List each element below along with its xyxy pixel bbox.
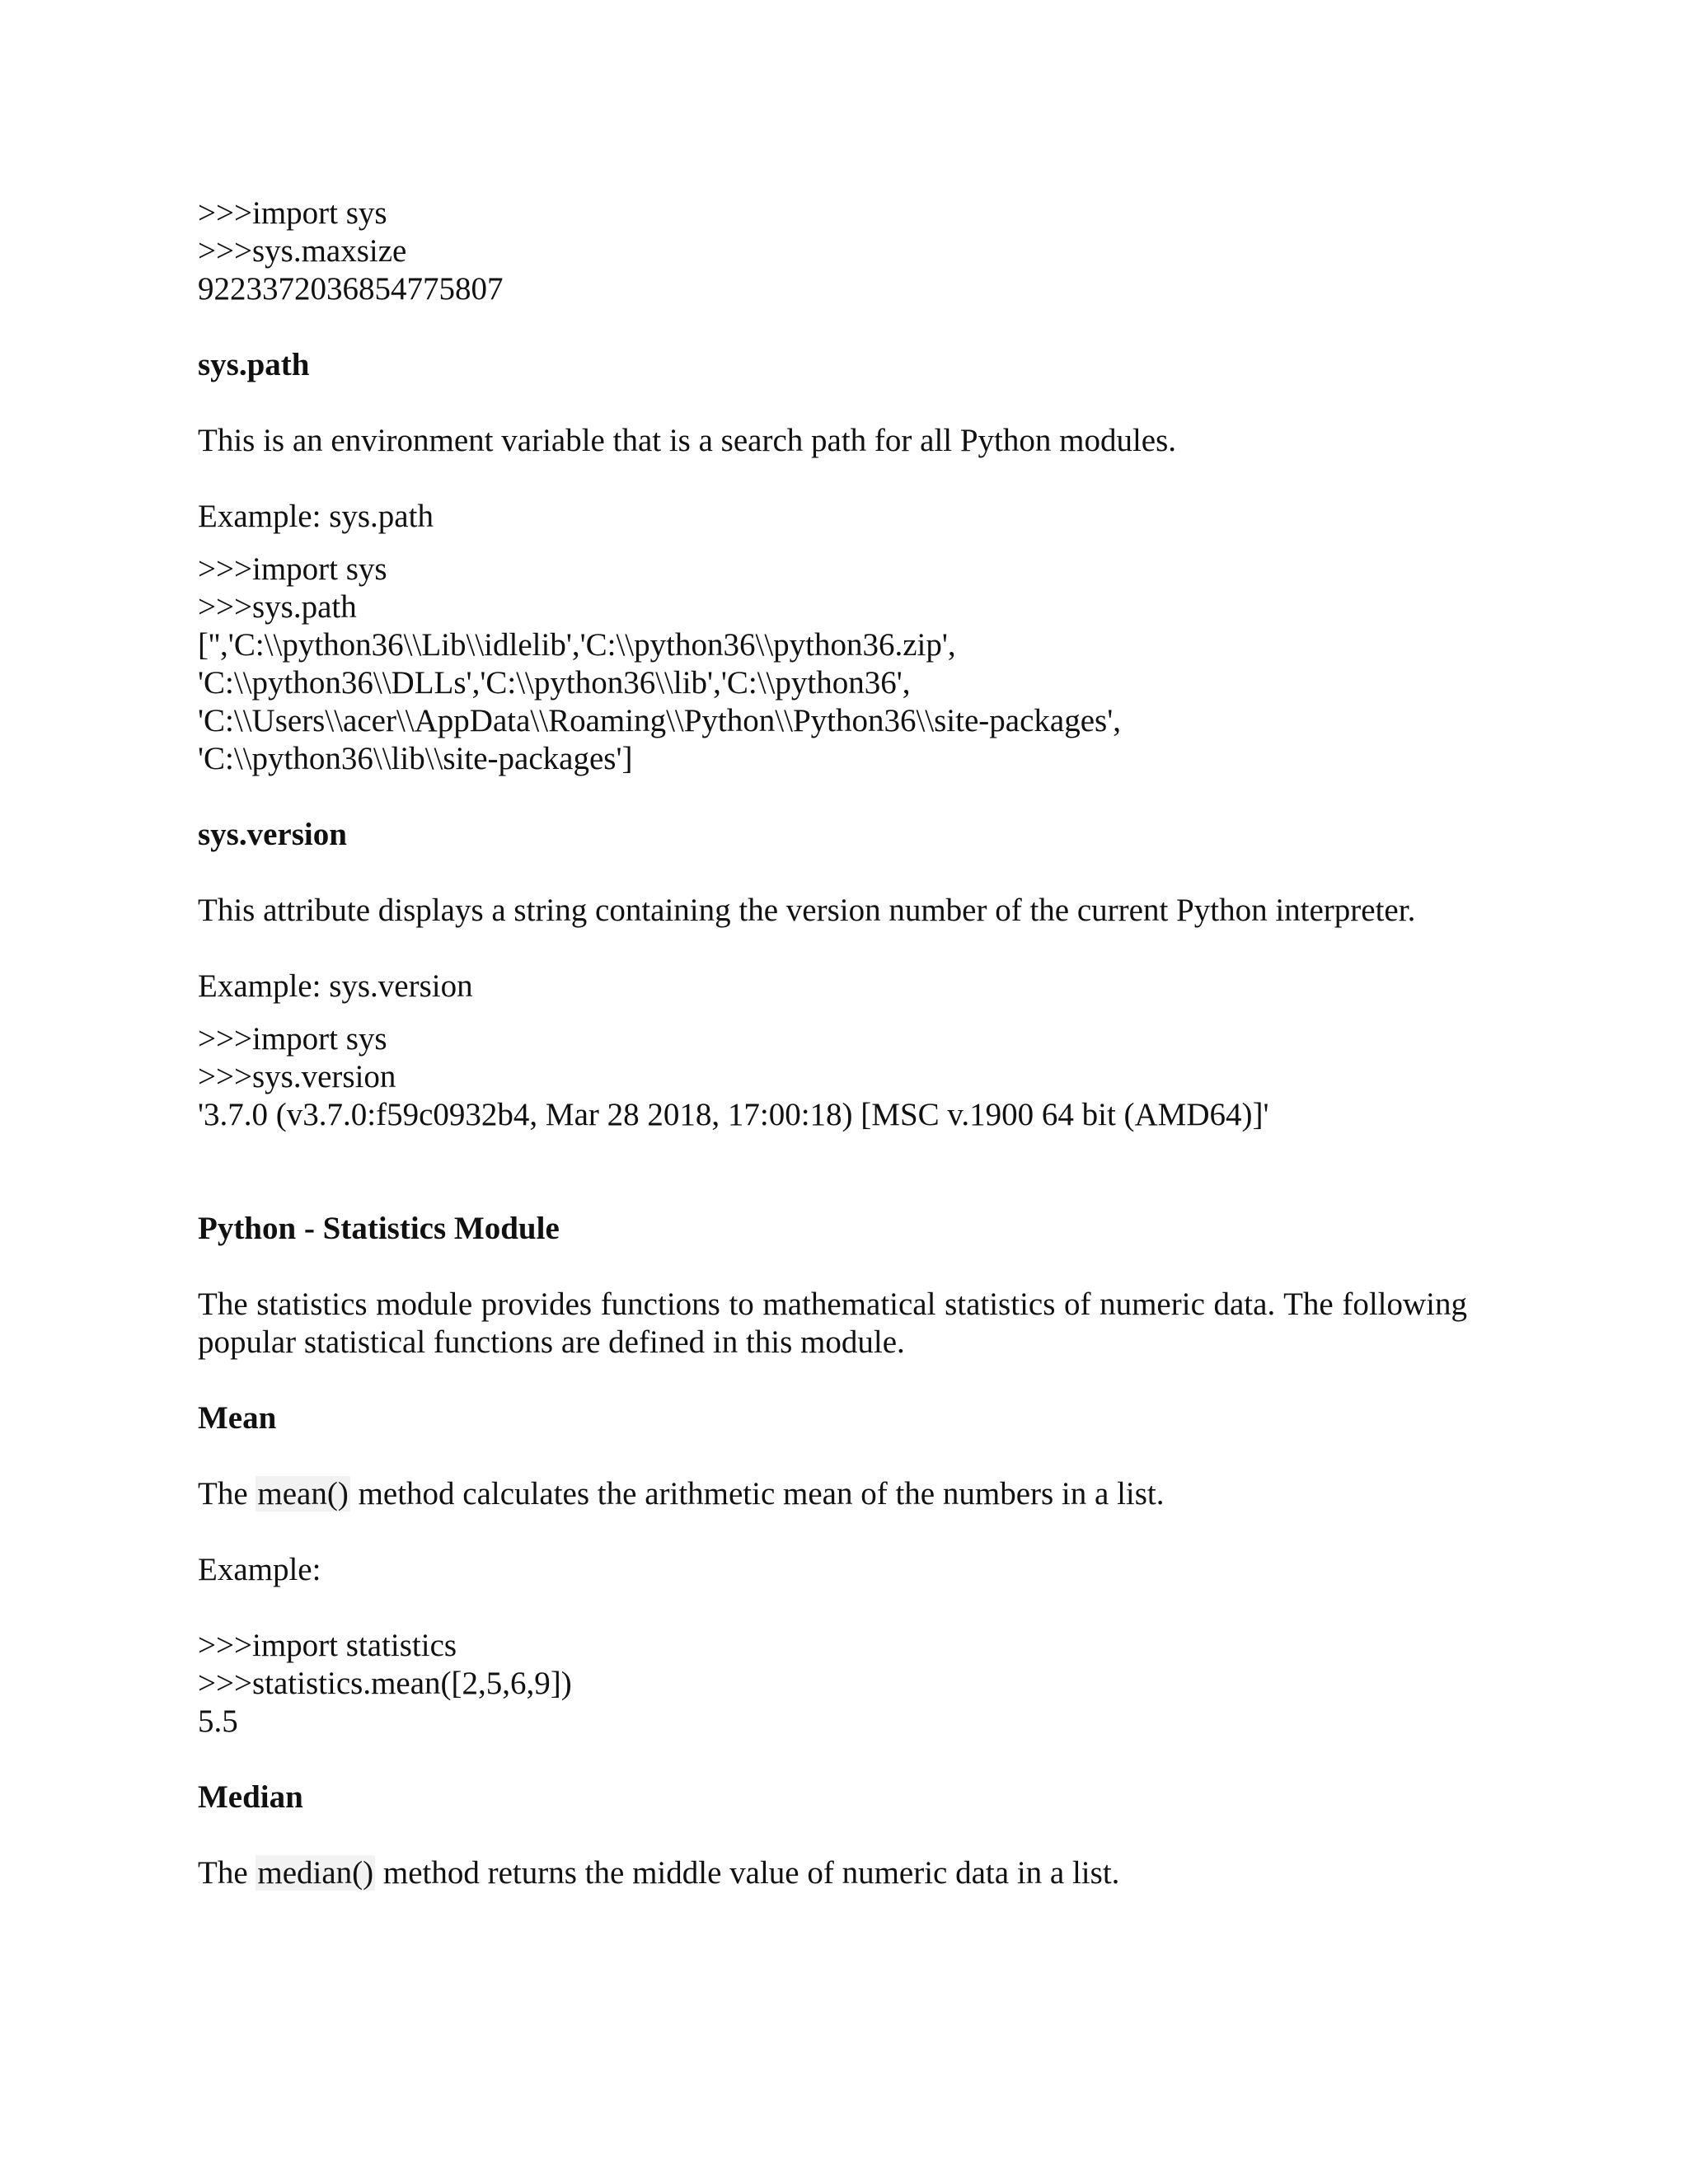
code-line: >>>import statistics	[198, 1628, 457, 1663]
code-output: '3.7.0 (v3.7.0:f59c0932b4, Mar 28 2018, 17:00:18) [MSC v.1900 64 bit (AMD64)]'	[198, 1097, 1269, 1132]
code-line: >>>statistics.mean([2,5,6,9])	[198, 1666, 572, 1701]
code-output: 9223372036854775807	[198, 271, 504, 307]
median-heading: Median	[198, 1779, 303, 1815]
sysversion-description: This attribute displays a string containing the version number of the current Python interpreter.	[198, 893, 1416, 928]
statistics-description: The statistics module provides functions to mathematical statistics of numeric data. The following popular statistical functions are defined in this module.	[198, 1286, 1467, 1360]
median-desc-before: The	[198, 1855, 256, 1891]
mean-example-label: Example:	[198, 1552, 321, 1587]
document-page	[198, 194, 1467, 1892]
sysversion-example-label: Example: sys.version	[198, 968, 473, 1004]
statistics-heading: Python - Statistics Module	[198, 1211, 560, 1246]
median-desc-after: method returns the middle value of numeric data in a list.	[375, 1855, 1120, 1891]
syspath-example-label: Example: sys.path	[198, 499, 434, 534]
median-inline-code: median()	[257, 1855, 374, 1891]
code-output: ['','C:\\python36\\Lib\\idlelib','C:\\python36\\python36.zip',	[198, 627, 956, 663]
syspath-heading: sys.path	[198, 347, 310, 382]
code-output: 'C:\\Users\\acer\\AppData\\Roaming\\Python\\Python36\\site-packages',	[198, 703, 1121, 738]
mean-inline-code: mean()	[257, 1476, 349, 1511]
mean-heading: Mean	[198, 1400, 277, 1436]
code-line: >>>import sys	[198, 551, 387, 587]
code-line: >>>sys.path	[198, 589, 357, 625]
code-line: >>>import sys	[198, 195, 387, 231]
mean-desc-after: method calculates the arithmetic mean of the numbers in a list.	[349, 1476, 1165, 1511]
mean-code-block	[198, 1627, 1467, 1741]
sysversion-code-block	[198, 1020, 1467, 1134]
code-output: 'C:\\python36\\DLLs','C:\\python36\\lib','C:\\python36',	[198, 665, 911, 701]
code-line: >>>sys.maxsize	[198, 233, 407, 269]
median-description	[198, 1854, 1467, 1892]
sysversion-heading: sys.version	[198, 817, 347, 852]
mean-desc-before: The	[198, 1476, 256, 1511]
code-output: 5.5	[198, 1704, 238, 1739]
mean-description	[198, 1475, 1467, 1513]
maxsize-code-block	[198, 194, 1467, 308]
code-line: >>>sys.version	[198, 1059, 396, 1094]
code-output: 'C:\\python36\\lib\\site-packages']	[198, 741, 633, 776]
syspath-code-block	[198, 551, 1467, 778]
code-line: >>>import sys	[198, 1021, 387, 1057]
syspath-description: This is an environment variable that is a search path for all Python modules.	[198, 423, 1177, 458]
